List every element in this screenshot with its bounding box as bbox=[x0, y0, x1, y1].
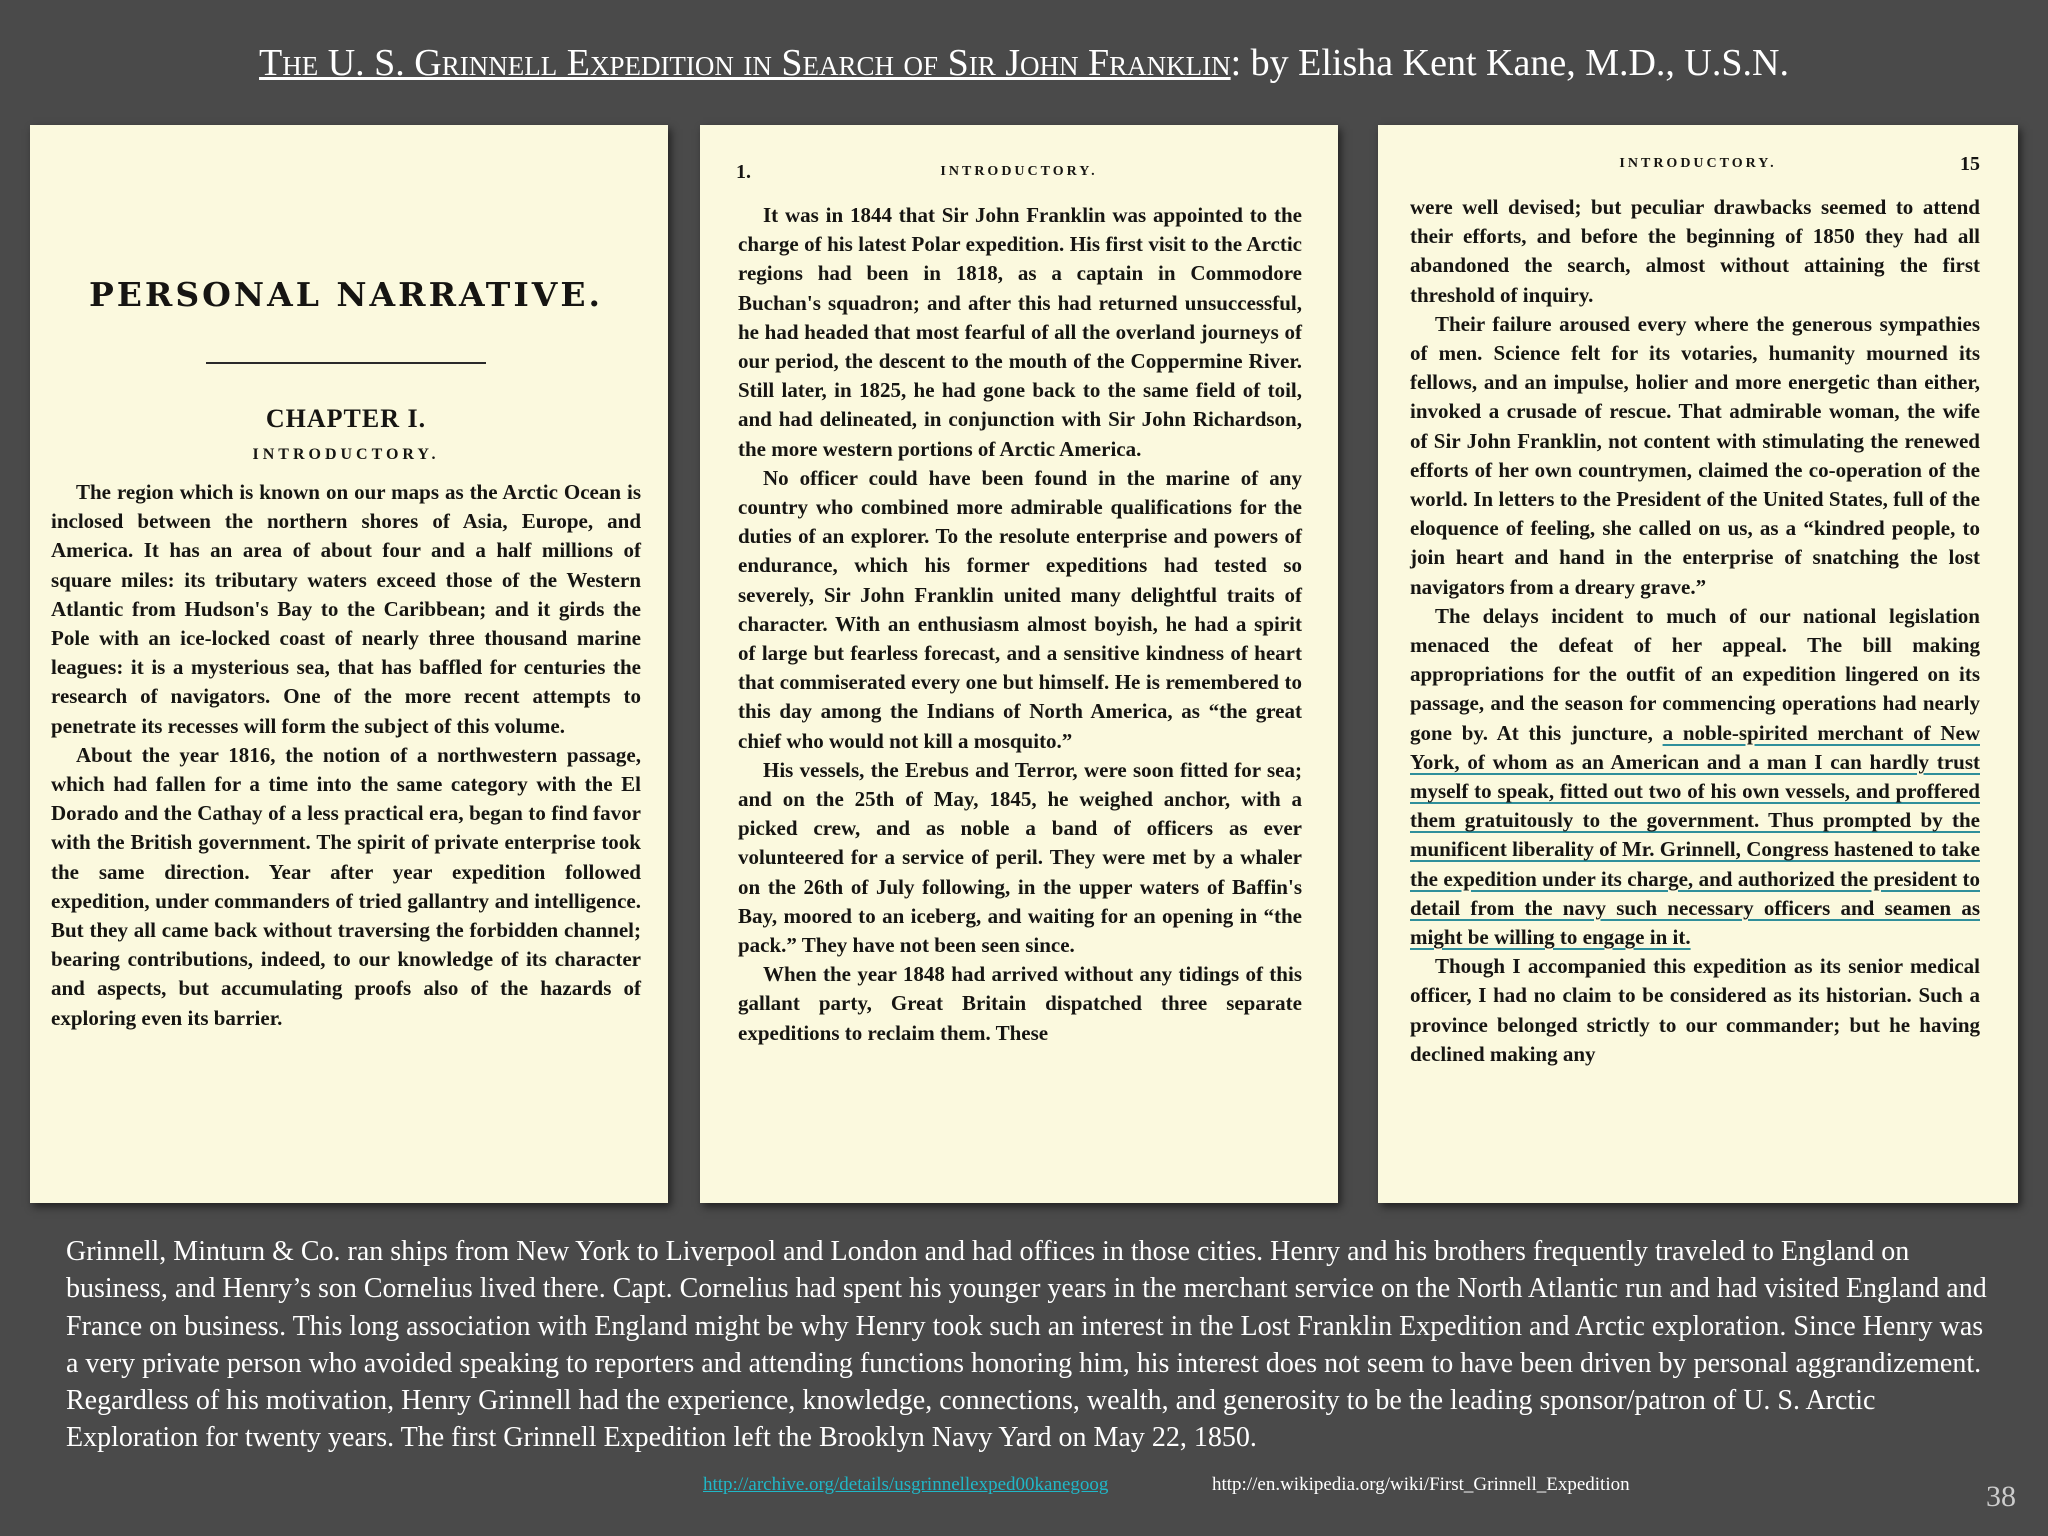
archive-source-link[interactable]: http://archive.org/details/usgrinnellexped00kanegoog bbox=[703, 1474, 1109, 1495]
paragraph: When the year 1848 had arrived without any tidings of this gallant party, Great Britain dispatched three separate expeditions to reclaim them. These bbox=[738, 962, 1302, 1045]
book-author: : by Elisha Kent Kane, M.D., U.S.N. bbox=[1230, 42, 1789, 84]
paragraph: were well devised; but peculiar drawbacks seemed to attend their efforts, and before the beginning of 1850 they had all abandoned the search, almost without attaining the first threshold of inquiry. bbox=[1410, 195, 1980, 307]
book-title-link[interactable]: The U. S. Grinnell Expedition in Search of Sir John Franklin bbox=[259, 42, 1231, 84]
heading-divider bbox=[206, 362, 486, 364]
slide-title bbox=[0, 38, 2048, 88]
highlighted-passage: a noble-spirited merchant of New York, of whom as an American and a man I can hardly trust myself to speak, fitted out two of his own vessels, and proffered them gratuitously to the government. Thus prompted by the munificent liberality of Mr. Grinnell, Congress hastened to take the expedition under its charge, and authorized the president to detail from the navy such necessary officers and seamen as might be willing to engage in it. bbox=[1410, 720, 1980, 950]
section-heading: INTRODUCTORY. bbox=[252, 446, 440, 463]
page-number: 15 bbox=[1960, 153, 1980, 175]
page-2-body bbox=[738, 201, 1302, 1048]
paragraph: Their failure aroused every where the generous sympathies of men. Science felt for its votaries, humanity mourned its fellows, and an impulse, holier and more energetic than either, invoked a crusade of rescue. That admirable woman, the wife of Sir John Franklin, not content with stimulating the renewed efforts of her own countrymen, claimed the co-operation of the world. In letters to the President of the United States, full of the eloquence of feeling, she called on us, as a “kindred people, to join heart and hand in the enterprise of snatching the lost navigators from a dreary grave.” bbox=[1410, 311, 1980, 599]
paragraph: It was in 1844 that Sir John Franklin was appointed to the charge of his latest Polar expedition. His first visit to the Arctic regions had been in 1818, as a captain in Commodore Buchan's squadron; and after this had returned unsuccessful, he had headed that most fearful of all the overland journeys of our period, the descent to the mouth of the Coppermine River. Still later, in 1825, he had gone back to the same field of toil, and had delineated, in conjunction with Sir John Richardson, the more western portions of Arctic America. bbox=[738, 203, 1302, 461]
page-number: 1. bbox=[736, 161, 751, 183]
book-page-3 bbox=[1378, 125, 2018, 1203]
paragraph-text: The delays incident to much of our national legislation menaced the defeat of her appeal. The bill making appropriations for the outfit of an expedition lingered on its passage, and the season for commencing operations had nearly gone by. At this juncture, bbox=[1410, 603, 1980, 745]
page-1-body bbox=[51, 478, 641, 1033]
chapter-heading: CHAPTER I. bbox=[265, 404, 427, 433]
book-page-2 bbox=[700, 125, 1338, 1203]
paragraph bbox=[1410, 602, 1980, 952]
book-page-1 bbox=[30, 125, 668, 1203]
paragraph: His vessels, the Erebus and Terror, were soon fitted for sea; and on the 25th of May, 1845, he weighed anchor, with a picked crew, and as noble a band of officers as ever volunteered for a service of peril. They were met by a whaler on the 26th of July following, in the upper waters of Baffin's Bay, moored to an iceberg, and waiting for an opening in “the pack.” They have not been seen since. bbox=[738, 757, 1302, 958]
page-3-body bbox=[1410, 193, 1980, 1069]
running-head: INTRODUCTORY. bbox=[1619, 156, 1777, 171]
paragraph: No officer could have been found in the marine of any country who combined more admirable qualifications for the duties of an explorer. To the resolute enterprise and powers of endurance, which his former expeditions had tested so severely, Sir John Franklin united many delightful traits of character. With an enthusiasm almost boyish, he had a spirit of large but fearless forecast, and a sensitive kindness of heart that commiserated every one but himself. He is remembered to this day among the Indians of North America, as “the great chief who would not kill a mosquito.” bbox=[738, 465, 1302, 753]
running-head: INTRODUCTORY. bbox=[940, 164, 1098, 179]
slide-number: 38 bbox=[1986, 1480, 2016, 1513]
narrative-heading: PERSONAL NARRATIVE. bbox=[88, 275, 604, 314]
paragraph: About the year 1816, the notion of a northwestern passage, which had fallen for a time into the same category with the El Dorado and the Cathay of a less practical era, began to find favor with the British government. The spirit of private enterprise took the same direction. Year after year expedition followed expedition, under commanders of tried gallantry and intelligence. But they all came back without traversing the forbidden channel; bearing contributions, indeed, to our knowledge of its character and aspects, but accumulating proofs also of the hazards of exploring even its barrier. bbox=[51, 742, 641, 1030]
paragraph: Though I accompanied this expedition as its senior medical officer, I had no claim to be considered as its historian. Such a province belonged strictly to our commander; but he having declined making any bbox=[1410, 954, 1980, 1066]
paragraph: The region which is known on our maps as the Arctic Ocean is inclosed between the northern shores of Asia, Europe, and America. It has an area of about four and a half millions of square miles: its tributary waters exceed those of the Western Atlantic from Hudson's Bay to the Caribbean; and it girds the Pole with an ice-locked coast of nearly three thousand marine leagues: it is a mysterious sea, that has baffled for centuries the research of navigators. One of the more recent attempts to penetrate its recesses will form the subject of this volume. bbox=[51, 480, 641, 738]
page-header bbox=[736, 161, 1302, 187]
wikipedia-source-text: http://en.wikipedia.org/wiki/First_Grinnell_Expedition bbox=[1212, 1474, 1630, 1495]
page-header bbox=[1416, 153, 1980, 179]
slide-caption: Grinnell, Minturn & Co. ran ships from New York to Liverpool and London and had offices in those cities. Henry and his brothers frequently traveled to England on business, and Henry’s son Cornelius lived there. Capt. Cornelius had spent his younger years in the merchant service on the North Atlantic run and had visited England and France on business. This long association with England might be why Henry took such an interest in the Lost Franklin Expedition and Arctic exploration. Since Henry was a very private person who avoided speaking to reporters and attending functions honoring him, his interest does not seem to have been driven by personal aggrandizement. Regardless of his motivation, Henry Grinnell had the experience, knowledge, connections, wealth, and generosity to be the leading sponsor/patron of U. S. Arctic Exploration for twenty years. The first Grinnell Expedition left the Brooklyn Navy Yard on May 22, 1850. bbox=[66, 1236, 1987, 1454]
